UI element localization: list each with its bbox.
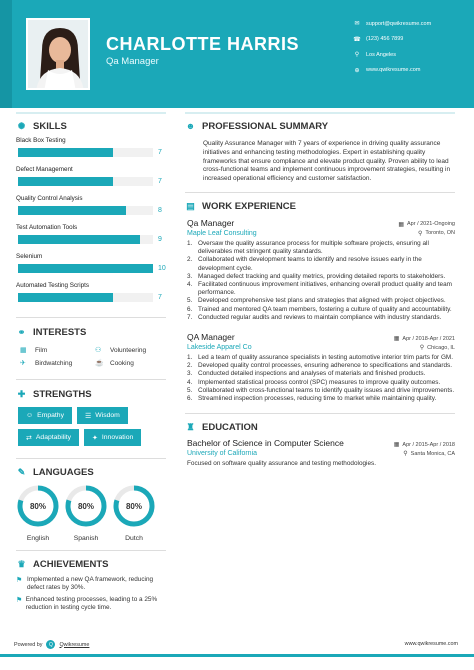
- contact-email[interactable]: [352, 16, 431, 32]
- interest-label: Film: [35, 346, 48, 354]
- interest-item: [95, 346, 170, 354]
- strength-label: Empathy: [37, 412, 64, 419]
- calendar-icon: ▦: [393, 442, 400, 449]
- strengths-divider: [16, 379, 166, 380]
- job-bullets: [187, 240, 455, 322]
- languages-icon: ✎: [17, 466, 26, 477]
- profile-photo: [26, 18, 90, 90]
- job-location: [420, 344, 455, 351]
- skill-bar-track: [18, 264, 153, 273]
- candidate-role: Qa Manager: [106, 56, 159, 67]
- bird-icon: ✈: [20, 360, 26, 367]
- interest-label: Volunteering: [110, 346, 147, 354]
- languages-divider: [16, 458, 166, 459]
- education-entry: [185, 438, 455, 468]
- experience-heading: [185, 199, 455, 215]
- skill-bar-fill: [18, 293, 113, 302]
- language-item: [112, 484, 156, 542]
- interest-item: [20, 346, 95, 354]
- person-icon: ☻: [185, 121, 196, 131]
- job-entry: [185, 332, 455, 403]
- job-bullet: 4. Implemented statistical process control (SPC) measures to improve quality outcomes.: [187, 378, 441, 386]
- contact-location-text: Los Angeles: [366, 51, 396, 58]
- job-dates-text: Apr / 2021-Ongoing: [406, 221, 455, 228]
- languages-list: [16, 484, 166, 542]
- job-bullet: 2. Developed quality control processes, ensuring adherence to specifications and standards.: [187, 362, 453, 370]
- language-ring: [64, 484, 108, 528]
- education-subheader: [187, 450, 455, 457]
- job-title: Qa Manager: [187, 217, 235, 228]
- job-company: Lakeside Apparel Co: [187, 344, 252, 352]
- education-dates-text: Apr / 2015-Apr / 2018: [402, 441, 455, 448]
- achievements-list: [16, 576, 166, 612]
- skill-bar-track: [18, 148, 153, 157]
- skill-bar-fill: [18, 148, 113, 157]
- language-name: English: [26, 535, 50, 542]
- achievement-icon: ⚑: [16, 597, 23, 604]
- job-bullet: 3. Managed defect tracking and quality metrics, providing detailed reports to stakeholders.: [187, 272, 446, 280]
- language-item: [64, 484, 108, 542]
- interests-icon: ⚭: [17, 326, 26, 337]
- skill-item: [16, 223, 166, 252]
- interests-title: INTERESTS: [33, 326, 87, 338]
- job-bullets: [187, 354, 455, 403]
- skill-bar-track: [18, 177, 153, 186]
- email-icon: ✉: [354, 21, 360, 28]
- job-bullet: 7. Conducted regular audits and reviews to maintain compliance with industry standards.: [187, 313, 442, 321]
- skill-value: 7: [158, 149, 162, 156]
- interest-label: Cooking: [110, 359, 134, 367]
- briefcase-icon: ▤: [186, 201, 195, 212]
- location-icon: ⚲: [354, 52, 360, 59]
- strength-label: Adaptability: [35, 434, 72, 441]
- education-degree: Bachelor of Science in Computer Science: [187, 438, 344, 449]
- interests-list: [16, 346, 166, 367]
- strength-chip: [18, 407, 72, 424]
- skill-value: 7: [158, 294, 162, 301]
- job-header: [187, 332, 455, 342]
- interest-item: [95, 359, 170, 367]
- skill-item: [16, 252, 166, 281]
- resume-header: [0, 0, 474, 108]
- education-location-text: Santa Monica, CA: [410, 450, 455, 457]
- contact-website-text: www.qwikresume.com: [366, 67, 421, 74]
- job-title: QA Manager: [187, 332, 235, 343]
- graduation-cap-icon: ♜: [186, 421, 195, 432]
- skill-name: Automated Testing Scripts: [16, 282, 90, 289]
- interest-label: Birdwatching: [35, 359, 73, 367]
- language-name: Spanish: [73, 535, 99, 542]
- job-location-text: Chicago, IL: [427, 344, 455, 351]
- strengths-title: STRENGTHS: [33, 388, 92, 400]
- education-divider: [185, 413, 455, 414]
- skill-item: [16, 281, 166, 310]
- interests-heading: [16, 324, 166, 340]
- qwikresume-logo-icon: Q: [46, 640, 55, 649]
- left-column: [16, 112, 166, 612]
- job-bullet: 6. Trained and mentored QA team members, fostering a culture of quality and accountability.: [187, 305, 452, 313]
- location-icon: ⚲: [417, 230, 423, 237]
- job-subheader: [187, 344, 455, 351]
- skill-value: 8: [158, 207, 162, 214]
- language-percent: 80%: [77, 502, 95, 511]
- skill-item: [16, 136, 166, 165]
- skill-name: Test Automation Tools: [16, 224, 78, 231]
- language-percent: 80%: [29, 502, 47, 511]
- language-ring: [112, 484, 156, 528]
- job-entry: [185, 218, 455, 322]
- skill-name: Black Box Testing: [16, 137, 66, 144]
- skill-name: Defect Management: [16, 166, 73, 173]
- skill-item: [16, 165, 166, 194]
- education-header: [187, 438, 455, 448]
- job-bullet: 3. Conducted detailed inspections and analyses of materials and finished products.: [187, 370, 426, 378]
- achievement-item: [16, 576, 166, 592]
- skill-bar-track: [18, 235, 153, 244]
- candidate-name: CHARLOTTE HARRIS: [106, 34, 299, 54]
- profile-photo-illustration: [28, 20, 90, 90]
- skills-title: SKILLS: [33, 120, 67, 132]
- language-percent: 80%: [125, 502, 143, 511]
- job-header: [187, 218, 455, 228]
- footer-accent-line: [0, 654, 474, 657]
- education-description: Focused on software quality assurance and testing methodologies.: [187, 460, 376, 468]
- location-icon: ⚲: [403, 451, 408, 458]
- strengths-list: [16, 407, 166, 446]
- wisdom-icon: ☰: [84, 412, 92, 420]
- job-bullet: 4. Facilitated continuous improvement initiatives, enhancing overall product quality and team performance.: [187, 281, 452, 297]
- interests-divider: [16, 317, 166, 318]
- language-ring: [16, 484, 60, 528]
- skill-bar-fill: [18, 235, 140, 244]
- job-subheader: [187, 230, 455, 237]
- language-name: Dutch: [125, 535, 143, 542]
- contact-phone[interactable]: [352, 32, 431, 48]
- job-location-text: Toronto, ON: [425, 230, 455, 237]
- job-bullet: 1. Oversaw the quality assurance process for multiple software projects, ensuring all deliverables met stringent quality standards.: [187, 239, 429, 256]
- achievements-title: ACHIEVEMENTS: [33, 558, 109, 570]
- achievement-text: Enhanced testing processes, leading to a 25% reduction in testing cycle time.: [25, 596, 158, 611]
- job-bullet: 1. Led a team of quality assurance specialists in testing automotive interior trim parts for GM.: [187, 354, 454, 362]
- contact-email-text: support@qwikresume.com: [366, 20, 432, 27]
- job-bullet: 5. Collaborated with cross-functional teams to identify quality issues and drive improvements.: [187, 386, 455, 394]
- achievement-item: [16, 596, 166, 612]
- handshake-icon: ⚇: [95, 347, 102, 354]
- education-heading: [185, 419, 455, 435]
- summary-title: PROFESSIONAL SUMMARY: [202, 120, 329, 132]
- experience-divider: [185, 192, 455, 193]
- skill-bar-fill: [18, 206, 126, 215]
- achievement-text: Implemented a new QA framework, reducing defect rates by 30%.: [26, 576, 154, 591]
- skills-top-divider: [16, 112, 166, 114]
- brand-link[interactable]: Qwikresume: [59, 641, 90, 648]
- phone-icon: ☎: [353, 36, 361, 43]
- skill-bar-track: [18, 293, 153, 302]
- skill-item: [16, 194, 166, 223]
- innovation-icon: ✦: [92, 434, 98, 442]
- calendar-icon: ▦: [398, 221, 404, 228]
- achievements-divider: [16, 550, 166, 551]
- skill-name: Quality Control Analysis: [16, 195, 83, 202]
- job-dates-text: Apr / 2018-Apr / 2021: [402, 335, 455, 342]
- job-dates: [394, 335, 455, 342]
- summary-top-divider: [185, 112, 455, 114]
- film-icon: ▦: [20, 347, 27, 354]
- achievement-icon: ⚑: [16, 577, 23, 584]
- summary-text: Quality Assurance Manager with 7 years of experience in driving quality assurance initiatives and enhancing testing methodologies. Expert in establishing quality frameworks that ensure compliance and elevate product quality. Proven ability to lead cross-functional teams and implement continuous improvement strategies, resulting in increased operational efficiency and customer satisfaction.: [203, 140, 451, 183]
- header-accent-strip: [0, 0, 12, 108]
- calendar-icon: ▦: [393, 336, 400, 343]
- cooking-icon: ☕: [95, 360, 104, 367]
- job-company: Maple Leaf Consulting: [187, 229, 257, 237]
- strength-label: Wisdom: [95, 412, 120, 419]
- education-school: University of California: [187, 450, 258, 458]
- summary-heading: [185, 118, 455, 134]
- skill-bar-fill: [18, 264, 153, 273]
- skill-bar-track: [18, 206, 153, 215]
- skill-value: 9: [158, 236, 162, 243]
- skill-value: 10: [158, 265, 166, 272]
- experience-title: WORK EXPERIENCE: [202, 201, 296, 213]
- contact-website[interactable]: [352, 63, 431, 79]
- globe-icon: ⊕: [354, 67, 360, 74]
- footer-url-link[interactable]: www.qwikresume.com: [404, 641, 458, 647]
- job-location: [418, 230, 455, 237]
- job-bullet: 6. Streamlined inspection processes, reducing time to market while maintaining quality.: [187, 395, 437, 403]
- strength-label: Innovation: [101, 434, 134, 441]
- adaptability-icon: ⇄: [26, 434, 32, 442]
- location-icon: ⚲: [419, 345, 425, 352]
- powered-by-text: Powered by: [14, 641, 43, 648]
- trophy-icon: ♛: [17, 558, 26, 569]
- achievements-heading: [16, 556, 166, 572]
- education-dates: [394, 441, 455, 448]
- skill-bar-fill: [18, 177, 113, 186]
- skills-list: [16, 136, 166, 310]
- skill-name: Selenium: [16, 253, 43, 260]
- strengths-heading: [16, 386, 166, 402]
- education-title: EDUCATION: [202, 421, 258, 433]
- job-bullet: 5. Developed comprehensive test plans and strategies that aligned with project objectives.: [187, 297, 446, 305]
- strengths-icon: ✚: [17, 388, 26, 399]
- contact-location: [352, 47, 431, 63]
- skills-heading: [16, 118, 166, 134]
- strength-chip: [84, 429, 141, 446]
- strength-chip: [77, 407, 128, 424]
- languages-title: LANGUAGES: [33, 466, 94, 478]
- contact-list: [352, 16, 431, 78]
- interest-item: [20, 359, 95, 367]
- lightbulb-icon: ✺: [17, 120, 26, 131]
- skill-value: 7: [158, 178, 162, 185]
- languages-heading: [16, 464, 166, 480]
- language-item: [16, 484, 60, 542]
- footer-powered-by: [14, 640, 89, 649]
- education-location: [403, 450, 455, 457]
- empathy-icon: ☺: [26, 412, 34, 419]
- job-dates: [398, 221, 455, 228]
- strength-chip: [18, 429, 79, 446]
- contact-phone-text: (123) 456 7899: [366, 36, 404, 43]
- right-column: [185, 112, 455, 468]
- job-bullet: 2. Collaborated with development teams to identify and resolve issues early in the development cycle.: [187, 256, 422, 272]
